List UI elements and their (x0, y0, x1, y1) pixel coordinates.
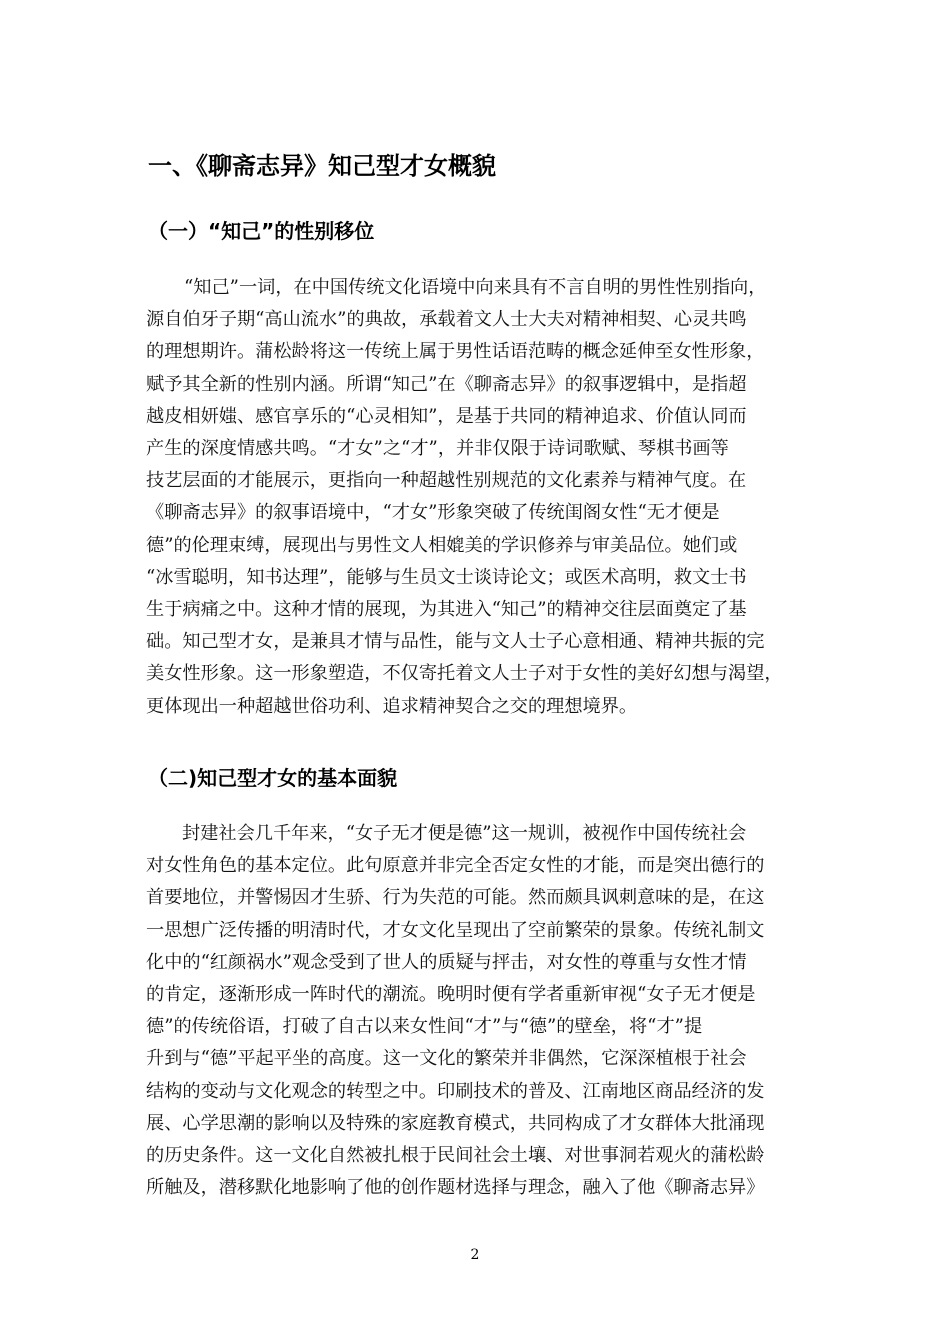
paragraph-line: 的肯定，逐渐形成一阵时代的潮流。晚明时便有学者重新审视“女子无才便是 (146, 984, 756, 1006)
paragraph-line: 德”的传统俗语，打破了自古以来女性间“才”与“德”的壁垒，将“才”提 (146, 1016, 703, 1038)
paragraph-line: 的理想期许。蒲松龄将这一传统上属于男性话语范畴的概念延伸至女性形象， (146, 341, 765, 363)
paragraph-line: 更体现出一种超越世俗功利、追求精神契合之交的理想境界。 (146, 695, 638, 717)
paragraph-line: 技艺层面的才能展示，更指向一种超越性别规范的文化素养与精神气度。在 (146, 470, 747, 492)
paragraph-1 (146, 272, 816, 723)
paragraph-line: 源自伯牙子期“高山流水”的典故，承载着文人士大夫对精神相契、心灵共鸣 (146, 309, 747, 331)
paragraph-line: 化中的“红颜祸水”观念受到了世人的质疑与抨击，对女性的尊重与女性才情 (146, 951, 747, 973)
paragraph-line: 首要地位，并警惕因才生骄、行为失范的可能。然而颇具讽刺意味的是，在这 (146, 887, 765, 909)
paragraph-line: 所触及，潜移默化地影响了他的创作题材选择与理念，融入了他《聊斋志异》 (146, 1177, 765, 1199)
paragraph-line: 德”的伦理束缚，展现出与男性文人相媲美的学识修养与审美品位。她们或 (146, 534, 738, 556)
paragraph-line: 越皮相妍媸、感官享乐的“心灵相知”，是基于共同的精神追求、价值认同而 (146, 405, 747, 427)
paragraph-line: 《聊斋志异》的叙事语境中，“才女”形象突破了传统闺阁女性“无才便是 (146, 502, 720, 524)
subsection-title-2: （二)知己型才女的基本面貌 (148, 766, 398, 790)
paragraph-line: 升到与“德”平起平坐的高度。这一文化的繁荣并非偶然，它深深植根于社会 (146, 1048, 747, 1070)
paragraph-2 (146, 818, 816, 1204)
paragraph-line: 产生的深度情感共鸣。“才女”之“才”，并非仅限于诗词歌赋、琴棋书画等 (146, 438, 729, 460)
paragraph-line: 美女性形象。这一形象塑造，不仅寄托着文人士子对于女性的美好幻想与渴望， (146, 663, 783, 685)
page-number: 2 (470, 1247, 480, 1263)
paragraph-line: 生于病痛之中。这种才情的展现，为其进入“知己”的精神交往层面奠定了基 (146, 599, 747, 621)
paragraph-line: 础。知己型才女，是兼具才情与品性，能与文人士子心意相通、精神共振的完 (146, 631, 765, 653)
paragraph-line: 对女性角色的基本定位。此句原意并非完全否定女性的才能，而是突出德行的 (146, 855, 765, 877)
paragraph-line: 一思想广泛传播的明清时代，才女文化呈现出了空前繁荣的景象。传统礼制文 (146, 919, 765, 941)
paragraph-line: “知己”一词，在中国传统文化语境中向来具有不言自明的男性性别指向， (184, 277, 767, 298)
paragraph-line: “冰雪聪明，知书达理”，能够与生员文士谈诗论文；或医术高明，救文士书 (146, 566, 747, 588)
paragraph-line: 的历史条件。这一文化自然被扎根于民间社会土壤、对世事洞若观火的蒲松龄 (146, 1145, 765, 1167)
section-title: 一、《聊斋志异》知己型才女概貌 (148, 152, 496, 180)
paragraph-line: 赋予其全新的性别内涵。所谓“知己”在《聊斋志异》的叙事逻辑中，是指超 (146, 373, 747, 395)
subsection-title-1: （一）“知己”的性别移位 (148, 219, 375, 243)
paragraph-line: 封建社会几千年来，“女子无才便是德”这一规训，被视作中国传统社会 (182, 823, 747, 844)
paragraph-line: 展、心学思潮的影响以及特殊的家庭教育模式，共同构成了才女群体大批涌现 (146, 1112, 765, 1134)
paragraph-line: 结构的变动与文化观念的转型之中。印刷技术的普及、江南地区商品经济的发 (146, 1080, 765, 1102)
